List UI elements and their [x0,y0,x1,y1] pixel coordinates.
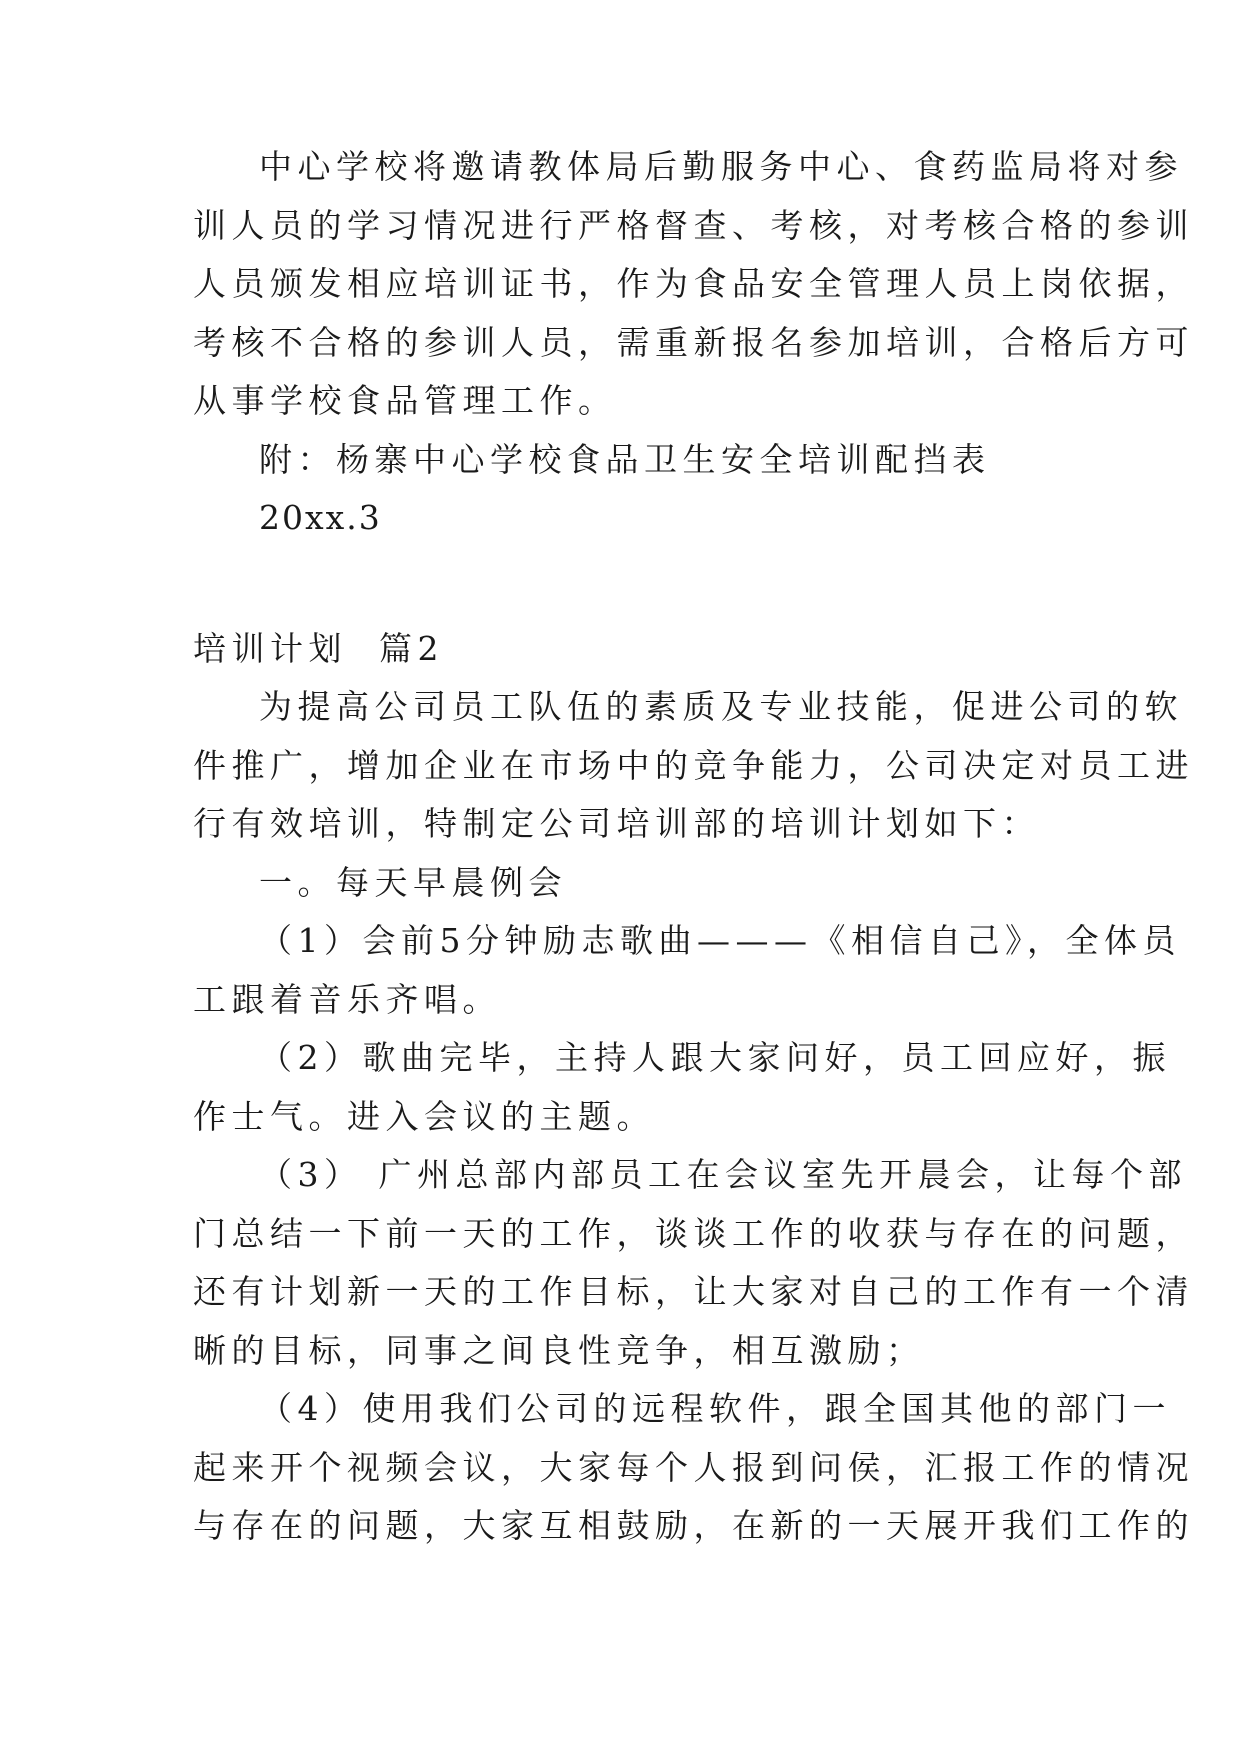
section1-paragraph [193,138,1194,548]
item1-line: （1）会前5分钟励志歌曲———《相信自己》，全体员 [259,921,1181,960]
item2-line: 作士气。进入会议的主题。 [193,1096,655,1136]
item3-line: （3） 广州总部内部员工在会议室先开晨会，让每个部 [259,1155,1187,1194]
intro-line: 行有效培训，特制定公司培训部的培训计划如下： [193,804,1040,843]
paragraph-line: 训人员的学习情况进行严格督查、考核，对考核合格的参训 [193,205,1194,245]
item4-line: 起来开个视频会议，大家每个人报到问侯，汇报工作的情况 [193,1447,1194,1487]
section2-body [193,678,1194,1556]
item-title: 一。每天早晨例会 [259,862,567,902]
paragraph-line: 从事学校食品管理工作。 [193,381,617,420]
date-line: 20xx.3 [259,498,382,537]
item3-line: 晰的目标，同事之间良性竞争，相互激励； [193,1330,925,1370]
item4-line: 与存在的问题，大家互相鼓励，在新的一天展开我们工作的 [193,1506,1194,1545]
paragraph-line: 中心学校将邀请教体局后勤服务中心、食药监局将对参 [259,147,1183,186]
paragraph-line: 人员颁发相应培训证书，作为食品安全管理人员上岗依据， [193,264,1194,303]
item3-line: 还有计划新一天的工作目标，让大家对自己的工作有一个清 [193,1272,1194,1311]
item3-line: 门总结一下前一天的工作，谈谈工作的收获与存在的问题， [193,1213,1194,1253]
item2-line: （2）歌曲完毕，主持人跟大家问好，员工回应好，振 [259,1038,1171,1077]
attachment-line: 附：杨寨中心学校食品卫生安全培训配挡表 [259,439,991,479]
intro-line: 件推广，增加企业在市场中的竞争能力，公司决定对员工进 [193,745,1194,785]
item1-line: 工跟着音乐齐唱。 [193,979,501,1019]
item4-line: （4）使用我们公司的远程软件，跟全国其他的部门一 [259,1389,1171,1428]
paragraph-line: 考核不合格的参训人员，需重新报名参加培训，合格后方可 [193,322,1194,362]
intro-line: 为提高公司员工队伍的素质及专业技能，促进公司的软 [259,687,1183,726]
section2-heading [193,620,1073,679]
section-heading: 培训计划 篇2 [193,629,444,668]
